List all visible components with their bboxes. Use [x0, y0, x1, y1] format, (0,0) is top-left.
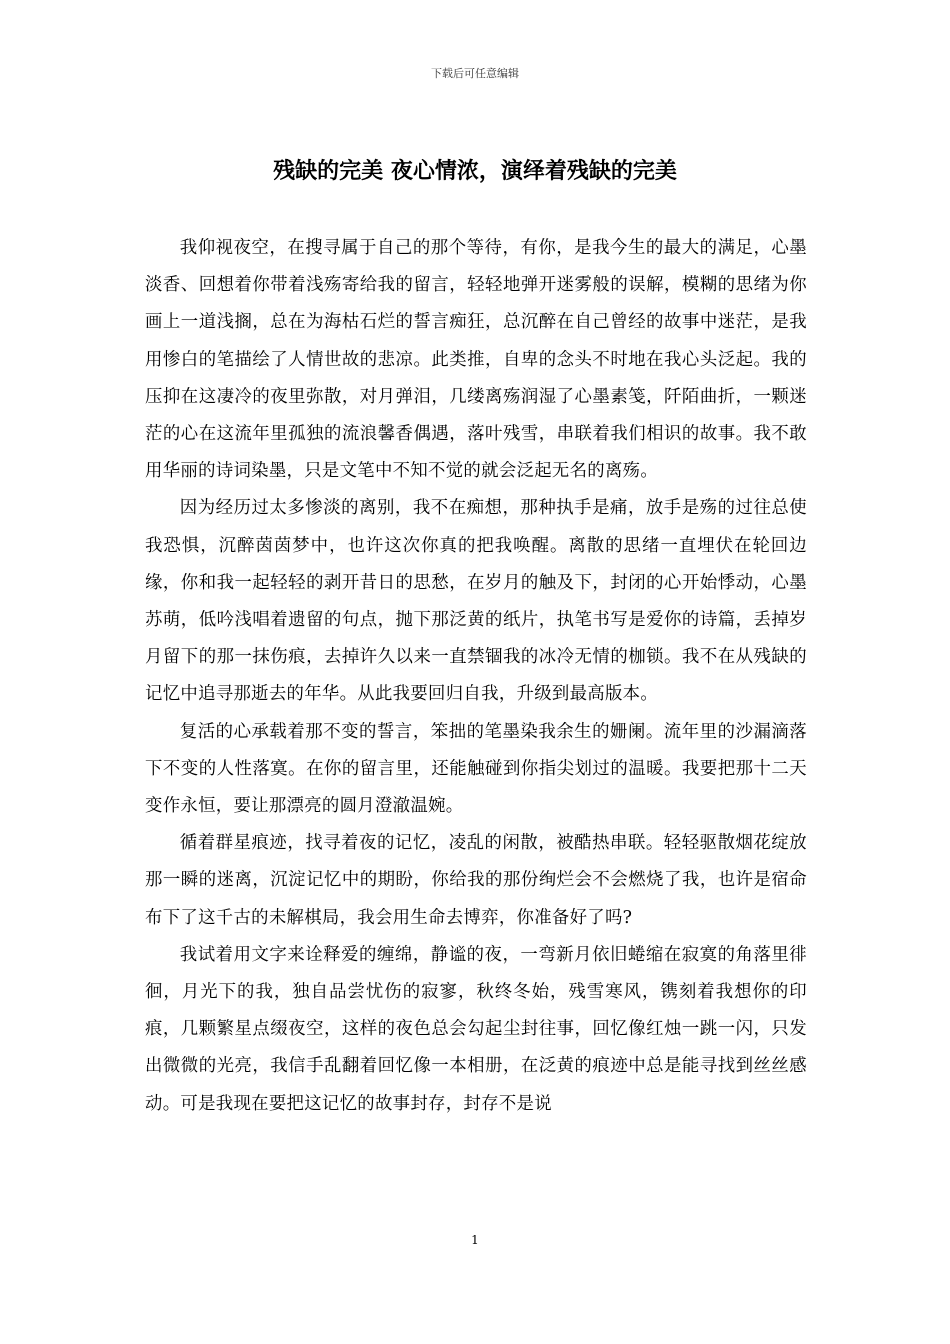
paragraph-3: 复活的心承载着那不变的誓言，笨拙的笔墨染我余生的姗阑。流年里的沙漏滴落下不变的人性落寞。在你的留言里，还能触碰到你指尖划过的温暖。我要把那十二天变作永恒，要让那漂亮的圆月澄澈温婉。 — [145, 721, 807, 817]
paragraph-5: 我试着用文字来诠释爱的缠绵，静谧的夜，一弯新月依旧蜷缩在寂寞的角落里徘徊，月光下的我，独自品尝忧伤的寂寥，秋终冬始，残雪寒风，镌刻着我想你的印痕，几颗繁星点缀夜空，这样的夜色总会勾起尘封往事，回忆像红烛一跳一闪，只发出微微的光亮，我信手乱翻着回忆像一本相册，在泛黄的痕迹中总是能寻找到丝丝感动。可是我现在要把这记忆的故事封存，封存不是说 — [145, 944, 807, 1114]
paragraph-4: 循着群星痕迹，找寻着夜的记忆，凌乱的闲散，被酷热串联。轻轻驱散烟花绽放那一瞬的迷离，沉淀记忆中的期盼，你给我的那份绚烂会不会燃烧了我，也许是宿命布下了这千古的未解棋局，我会用生命去博弈，你准备好了吗? — [145, 833, 807, 928]
header-note: 下载后可任意编辑 — [431, 67, 519, 80]
document-title: 残缺的完美 夜心情浓，演绎着残缺的完美 — [273, 158, 677, 184]
paragraph-1: 我仰视夜空，在搜寻属于自己的那个等待，有你，是我今生的最大的满足，心墨淡香、回想着你带着浅殇寄给我的留言，轻轻地弹开迷雾般的误解，模糊的思绪为你画上一道浅搁，总在为海枯石烂的誓言痴狂，总沉醉在自己曾经的故事中迷茫，是我用惨白的笔描绘了人情世故的悲凉。此类推，自卑的念头不时地在我心头泛起。我的压抑在这凄冷的夜里弥散，对月弹泪，几缕离殇润湿了心墨素笺，阡陌曲折，一颗迷茫的心在这流年里孤独的流浪馨香偶遇，落叶残雪，串联着我们相识的故事。我不敢用华丽的诗词染墨，只是文笔中不知不觉的就会泛起无名的离殇。 — [145, 238, 807, 482]
paragraph-2: 因为经历过太多惨淡的离别，我不在痴想，那种执手是痛，放手是殇的过往总使我恐惧，沉醉茵茵梦中，也许这次你真的把我唤醒。离散的思绪一直埋伏在轮回边缘，你和我一起轻轻的剥开昔日的思愁，在岁月的触及下，封闭的心开始悸动，心墨苏萌，低吟浅唱着遗留的句点，抛下那泛黄的纸片，执笔书写是爱你的诗篇，丢掉岁月留下的那一抹伤痕，去掉许久以来一直禁锢我的冰冷无情的枷锁。我不在从残缺的记忆中追寻那逝去的年华。从此我要回归自我，升级到最高版本。 — [145, 498, 807, 705]
body-text — [145, 230, 807, 1123]
page-number: 1 — [471, 1233, 479, 1247]
